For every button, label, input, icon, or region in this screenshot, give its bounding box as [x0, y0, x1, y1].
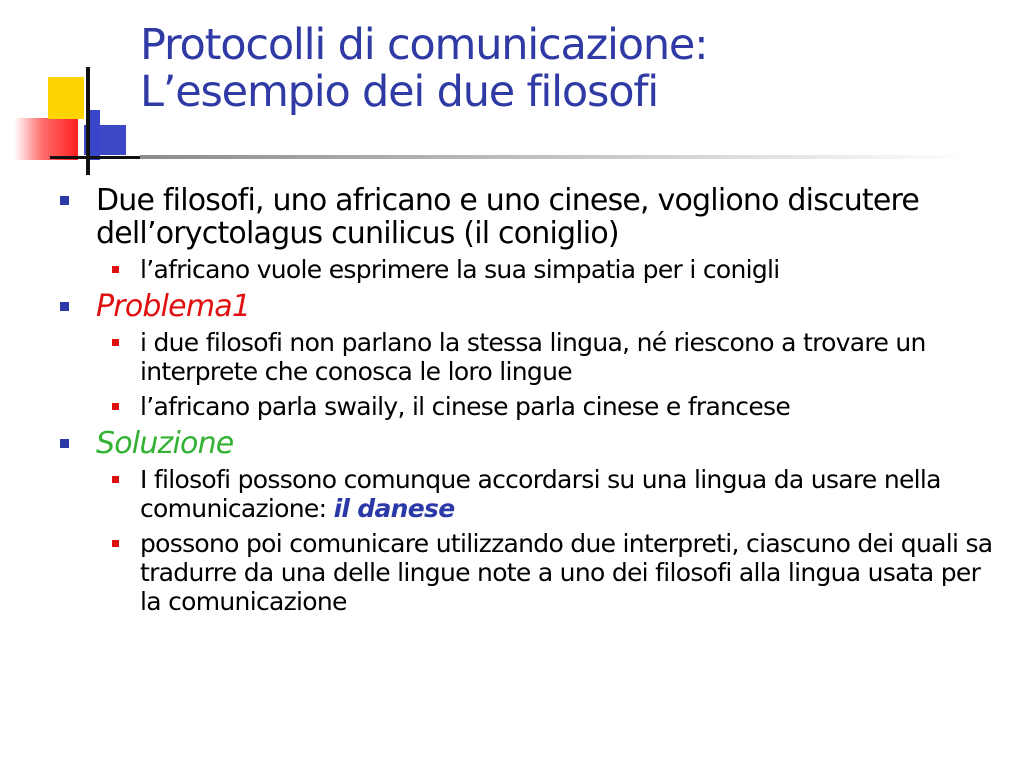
- sub-bullet-item: [60, 465, 1000, 523]
- sub-bullet-item: [60, 255, 1000, 284]
- emphasis-text: il danese: [333, 494, 455, 523]
- square-bullet-icon: [60, 439, 69, 448]
- bullet-text: Due filosofi, uno africano e uno cinese, vogliono discutere dell’oryctolagus cunilicus (il coniglio): [96, 183, 920, 251]
- problema-label: Problema1: [96, 289, 251, 324]
- sub-bullet-item: [60, 392, 1000, 421]
- bullet-item-soluzione: [60, 427, 1000, 460]
- sub-bullet-item: [60, 328, 1000, 386]
- square-bullet-icon: [112, 540, 119, 547]
- square-bullet-icon: [112, 403, 119, 410]
- square-bullet-icon: [112, 339, 119, 346]
- title-underline: [140, 155, 970, 159]
- title-line-1: Protocolli di comunicazione:: [140, 20, 708, 70]
- sub-bullet-text: possono poi comunicare utilizzando due interpreti, ciascuno dei quali sa tradurre da una delle lingue note a uno dei filosofi alla lingua usata per la comunicazione: [140, 529, 993, 616]
- square-bullet-icon: [112, 266, 119, 273]
- square-bullet-icon: [60, 302, 69, 311]
- bullet-list: [60, 184, 1000, 622]
- decorative-yellow-square: [48, 77, 84, 119]
- bullet-item-intro: [60, 184, 1000, 250]
- sub-bullet-text: i due filosofi non parlano la stessa lingua, né riescono a trovare un interprete che conosca le loro lingue: [140, 328, 926, 386]
- decorative-red-bar: [14, 118, 78, 160]
- sub-bullet-text: I filosofi possono comunque accordarsi su una lingua da usare nella comunicazione:: [140, 465, 941, 523]
- sub-bullet-text: l’africano vuole esprimere la sua simpatia per i conigli: [140, 255, 780, 284]
- decorative-horizontal-line: [50, 156, 142, 159]
- square-bullet-icon: [112, 476, 119, 483]
- bullet-item-problema: [60, 290, 1000, 323]
- soluzione-label: Soluzione: [96, 426, 234, 461]
- sub-bullet-item: [60, 529, 1000, 616]
- square-bullet-icon: [60, 196, 69, 205]
- title-line-2: L’esempio dei due filosofi: [140, 67, 659, 117]
- sub-bullet-text: l’africano parla swaily, il cinese parla cinese e francese: [140, 392, 791, 421]
- slide-title: [140, 22, 1000, 116]
